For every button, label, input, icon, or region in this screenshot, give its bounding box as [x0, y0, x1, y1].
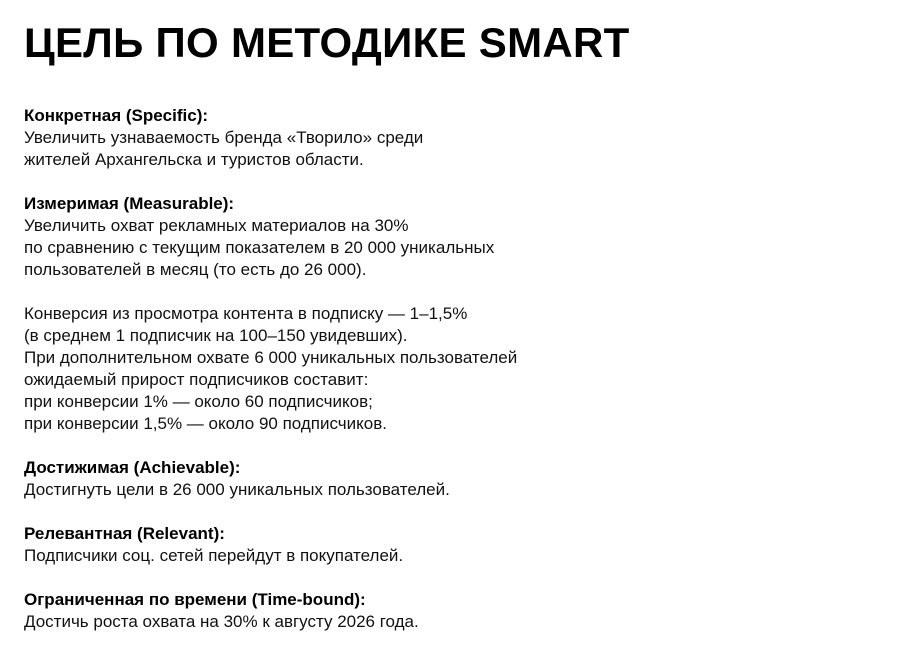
section-text-line: жителей Архангельска и туристов области.	[24, 150, 364, 169]
section-text-line: (в среднем 1 подписчик на 100–150 увидевших).	[24, 326, 408, 345]
section-text-line: по сравнению с текущим показателем в 20 000 уникальных	[24, 238, 495, 257]
section-text-line: Увеличить узнаваемость бренда «Творило» среди	[24, 128, 424, 147]
section-measurable	[24, 193, 876, 281]
section-heading: Измеримая (Measurable):	[24, 194, 235, 213]
section-heading: Достижимая (Achievable):	[24, 458, 241, 477]
section-text-line: ожидаемый прирост подписчиков составит:	[24, 370, 369, 389]
section-heading: Релевантная (Relevant):	[24, 524, 225, 543]
section-heading: Конкретная (Specific):	[24, 106, 209, 125]
section-achievable	[24, 457, 876, 501]
section-text-line: Достигнуть цели в 26 000 уникальных пользователей.	[24, 480, 450, 499]
section-text-line: при конверсии 1,5% — около 90 подписчиков.	[24, 414, 388, 433]
smart-sections	[24, 105, 876, 633]
section-text-line: при конверсии 1% — около 60 подписчиков;	[24, 392, 373, 411]
section-text-line: пользователей в месяц (то есть до 26 000).	[24, 260, 367, 279]
section-text-line: Увеличить охват рекламных материалов на 30%	[24, 216, 409, 235]
section-text-line: Достичь роста охвата на 30% к августу 2026 года.	[24, 612, 419, 631]
section-specific	[24, 105, 876, 171]
section-text-line: При дополнительном охвате 6 000 уникальных пользователей	[24, 348, 518, 367]
section-time-bound	[24, 589, 876, 633]
section-text-line: Подписчики соц. сетей перейдут в покупателей.	[24, 546, 404, 565]
section-heading: Ограниченная по времени (Time-bound):	[24, 590, 366, 609]
section-conversion	[24, 303, 876, 435]
document-page	[24, 14, 876, 650]
section-relevant	[24, 523, 876, 567]
section-text-line: Конверсия из просмотра контента в подписку — 1–1,5%	[24, 304, 468, 323]
page-title: ЦЕЛЬ ПО МЕТОДИКЕ SMART	[24, 19, 630, 66]
